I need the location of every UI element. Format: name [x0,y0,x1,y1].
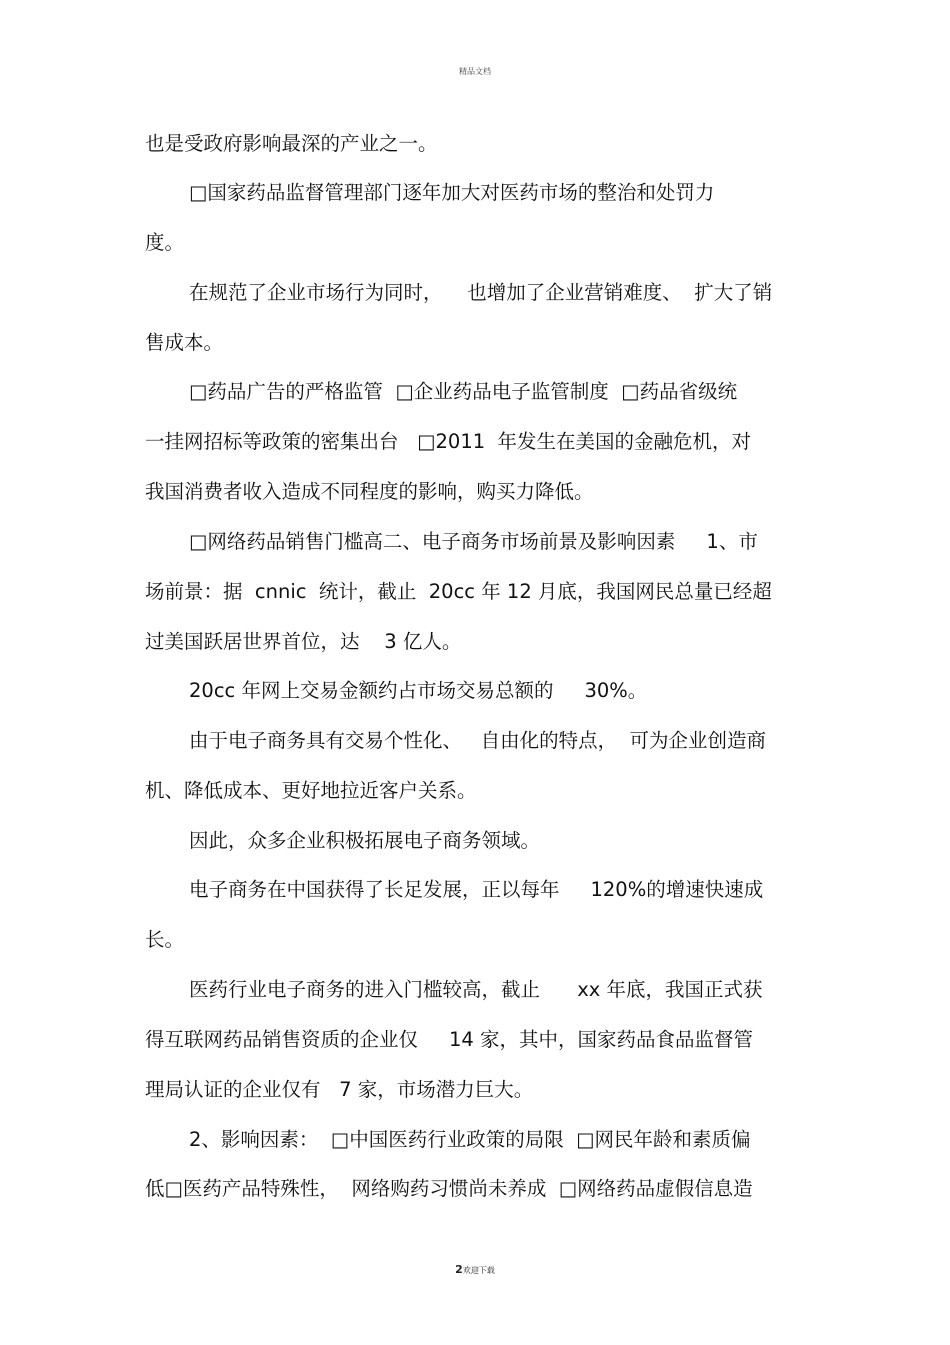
text-line: 由于电子商务具有交易个性化、 自由化的特点， 可为企业创造商 [189,729,766,752]
page-footer [0,1263,950,1276]
text-line: □国家药品监督管理部门逐年加大对医药市场的整治和处罚力 [189,181,715,204]
text-line: 在规范了企业市场行为同时， 也增加了企业营销难度、 扩大了销 [189,281,773,304]
text-line: □药品广告的严格监管 □企业药品电子监管制度 □药品省级统 [189,380,738,403]
text-line: 低□医药产品特殊性， 网络购药习惯尚未养成 □网络药品虚假信息造 [145,1177,753,1200]
text-line: 医药行业电子商务的进入门槛较高，截止 xx 年底，我国正式获 [189,978,763,1001]
text-line: 过美国跃居世界首位，达 3 亿人。 [145,630,462,653]
text-line: 2、影响因素： □中国医药行业政策的局限 □网民年龄和素质偏 [189,1128,751,1151]
text-line: 20cc 年网上交易金额约占市场交易总额的 30%。 [189,679,648,702]
page-number: 2 [455,1263,463,1276]
text-line: 长。 [145,928,185,951]
text-line: 售成本。 [145,331,224,354]
text-line: 机、降低成本、更好地拉近客户关系。 [145,779,477,802]
text-line: 也是受政府影响最深的产业之一。 [145,132,438,155]
text-line: 度。 [145,231,185,254]
footer-text: 欢迎下载 [462,1266,495,1275]
text-line: □网络药品销售门槛高二、电子商务市场前景及影响因素 1、市 [189,530,758,553]
text-line: 得互联网药品销售资质的企业仅 14 家，其中，国家药品食品监督管 [145,1028,754,1051]
text-line: 理局认证的企业仅有 7 家，市场潜力巨大。 [145,1078,534,1101]
page-header: 精品文档 [459,67,491,76]
text-line: 场前景：据 cnnic 统计，截止 20cc 年 12 月底，我国网民总量已经超 [145,580,772,603]
text-line: 一挂网招标等政策的密集出台 □2011 年发生在美国的金融危机，对 [145,430,752,453]
text-line: 电子商务在中国获得了长足发展，正以每年 120%的增速快速成 [189,878,764,901]
text-line: 我国消费者收入造成不同程度的影响，购买力降低。 [145,480,594,503]
text-line: 因此，众多企业积极拓展电子商务领域。 [189,829,541,852]
